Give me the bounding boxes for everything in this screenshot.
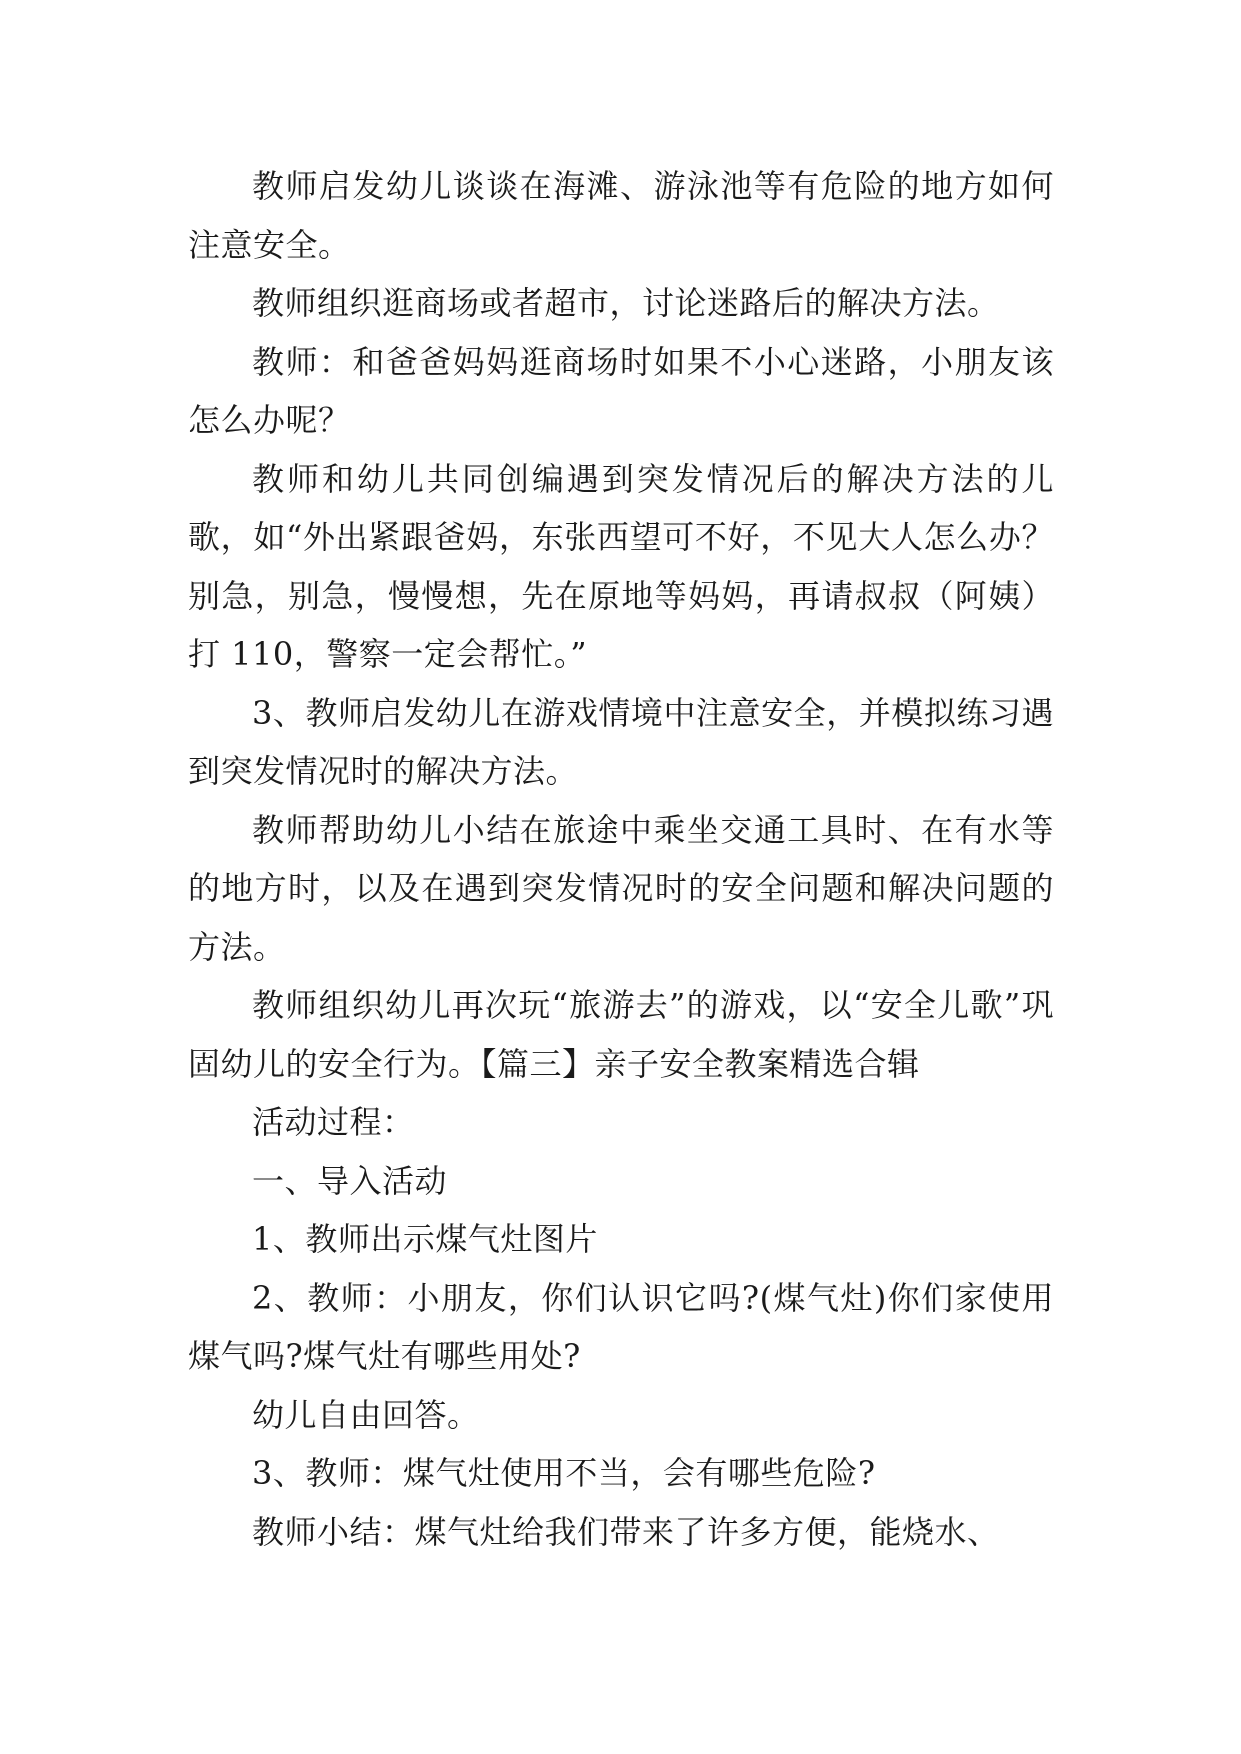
paragraph: 幼儿自由回答。	[252, 1395, 480, 1434]
paragraph: 3、教师启发幼儿在游戏情境中注意安全，并模拟练习遇到突发情况时的解决方法。	[188, 693, 1054, 790]
paragraph: 一、导入活动	[252, 1161, 448, 1200]
paragraph: 2、教师：小朋友，你们认识它吗?(煤气灶)你们家使用煤气吗?煤气灶有哪些用处?	[188, 1278, 1054, 1375]
paragraph: 教师组织幼儿再次玩“旅游去”的游戏，以“安全儿歌”巩固幼儿的安全行为。【篇三】亲子安全教案精选合辑	[188, 986, 1054, 1083]
paragraph: 教师帮助幼儿小结在旅途中乘坐交通工具时、在有水等的地方时，以及在遇到突发情况时的安全问题和解决问题的方法。	[188, 810, 1054, 966]
document-body	[188, 157, 1054, 1561]
paragraph: 1、教师出示煤气灶图片	[252, 1220, 598, 1258]
paragraph: 3、教师：煤气灶使用不当，会有哪些危险?	[252, 1454, 876, 1492]
paragraph: 教师组织逛商场或者超市，讨论迷路后的解决方法。	[252, 284, 1000, 322]
paragraph: 教师小结：煤气灶给我们带来了许多方便，能烧水、	[252, 1512, 1000, 1551]
paragraph: 教师启发幼儿谈谈在海滩、游泳池等有危险的地方如何注意安全。	[188, 167, 1054, 264]
paragraph: 活动过程：	[252, 1103, 415, 1141]
paragraph: 教师和幼儿共同创编遇到突发情况后的解决方法的儿歌，如“外出紧跟爸妈，东张西望可不好，不见大人怎么办？别急，别急，慢慢想，先在原地等妈妈，再请叔叔（阿姨）打 110，警察一定会帮忙。”	[188, 459, 1054, 673]
paragraph: 教师：和爸爸妈妈逛商场时如果不小心迷路，小朋友该怎么办呢？	[188, 342, 1054, 439]
